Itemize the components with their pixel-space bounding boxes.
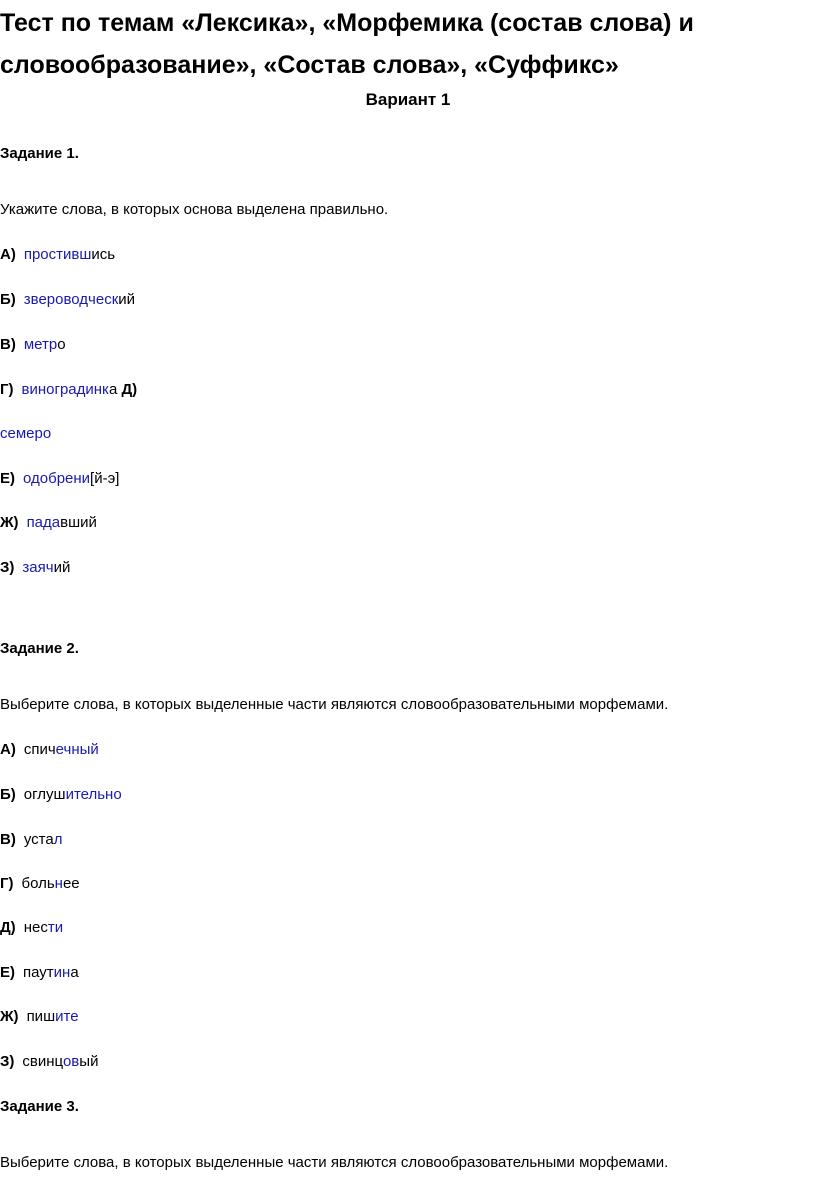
word-stem: одобрени [23,470,91,487]
task1-option-zh [0,512,97,534]
word-ending: ий [118,291,136,308]
option-letter: А) [0,741,16,758]
word-stem: звероводческ [23,291,119,308]
word-morpheme: ите [55,1008,79,1025]
word-part: а [70,964,79,981]
word-stem: заяч [22,559,54,576]
task2-heading: Задание 2. [0,640,79,657]
option-letter: В) [0,831,16,848]
option-letter: Ж) [0,514,19,531]
word-part: оглуш [23,786,66,803]
task1-option-g [0,379,137,401]
option-letter: Г) [0,875,14,892]
task2-option-g [0,873,80,895]
word-ending: а [108,381,118,398]
task2-option-v [0,829,62,851]
task2-option-b [0,784,122,806]
task1-heading: Задание 1. [0,145,79,162]
word-part: нес [23,919,48,936]
option-letter: Д) [121,381,138,398]
task1-option-a [0,244,115,266]
option-letter: Д) [0,919,16,936]
word-ending: вший [60,514,97,531]
word-morpheme: н [54,875,63,892]
option-letter: Е) [0,470,15,487]
word-part: свинц [22,1053,63,1070]
word-morpheme: ин [53,964,71,981]
word-ending: [й-э] [90,470,120,487]
option-letter: В) [0,336,16,353]
task1-option-e [0,468,119,490]
word-part: ый [79,1053,99,1070]
word-stem: семеро [0,425,52,442]
option-letter: Г) [0,381,14,398]
word-part: пиш [26,1008,56,1025]
task1-option-z [0,557,70,579]
document-title: Тест по темам «Лексика», «Морфемика (состав слова) и словообразование», «Состав слова», «Суффикс» [0,9,694,79]
word-morpheme: ечный [55,741,99,758]
task3-instruction: Выберите слова, в которых выделенные части являются словообразовательными морфемами. [0,1154,669,1171]
task1-option-v [0,334,66,356]
word-morpheme: л [53,831,63,848]
task3-heading: Задание 3. [0,1098,79,1115]
option-letter: А) [0,246,16,263]
word-morpheme: ительно [65,786,122,803]
task2-option-a [0,739,99,761]
word-ending: ись [91,246,116,263]
option-letter: Б) [0,786,16,803]
word-part: боль [21,875,55,892]
option-letter: З) [0,1053,15,1070]
word-stem: виноградинк [21,381,109,398]
option-letter: Е) [0,964,15,981]
option-letter: З) [0,559,15,576]
word-ending: о [57,336,66,353]
word-ending: ий [53,559,71,576]
word-part: спич [23,741,56,758]
task2-instruction: Выберите слова, в которых выделенные части являются словообразовательными морфемами. [0,696,669,713]
option-letter: Ж) [0,1008,19,1025]
task1-option-d [0,423,51,445]
word-morpheme: ти [47,919,64,936]
word-stem: простивш [23,246,92,263]
option-letter: Б) [0,291,16,308]
word-part: ее [62,875,80,892]
task2-option-zh [0,1006,79,1028]
task2-option-e [0,962,79,984]
word-part: уста [23,831,54,848]
word-stem: пада [26,514,61,531]
word-part: паут [23,964,54,981]
task2-option-d [0,917,63,939]
task2-option-z [0,1051,98,1073]
task1-instruction: Укажите слова, в которых основа выделена правильно. [0,201,389,218]
word-stem: метр [23,336,58,353]
task1-option-b [0,289,135,311]
variant-label: Вариант 1 [365,90,451,109]
word-morpheme: ов [62,1053,80,1070]
